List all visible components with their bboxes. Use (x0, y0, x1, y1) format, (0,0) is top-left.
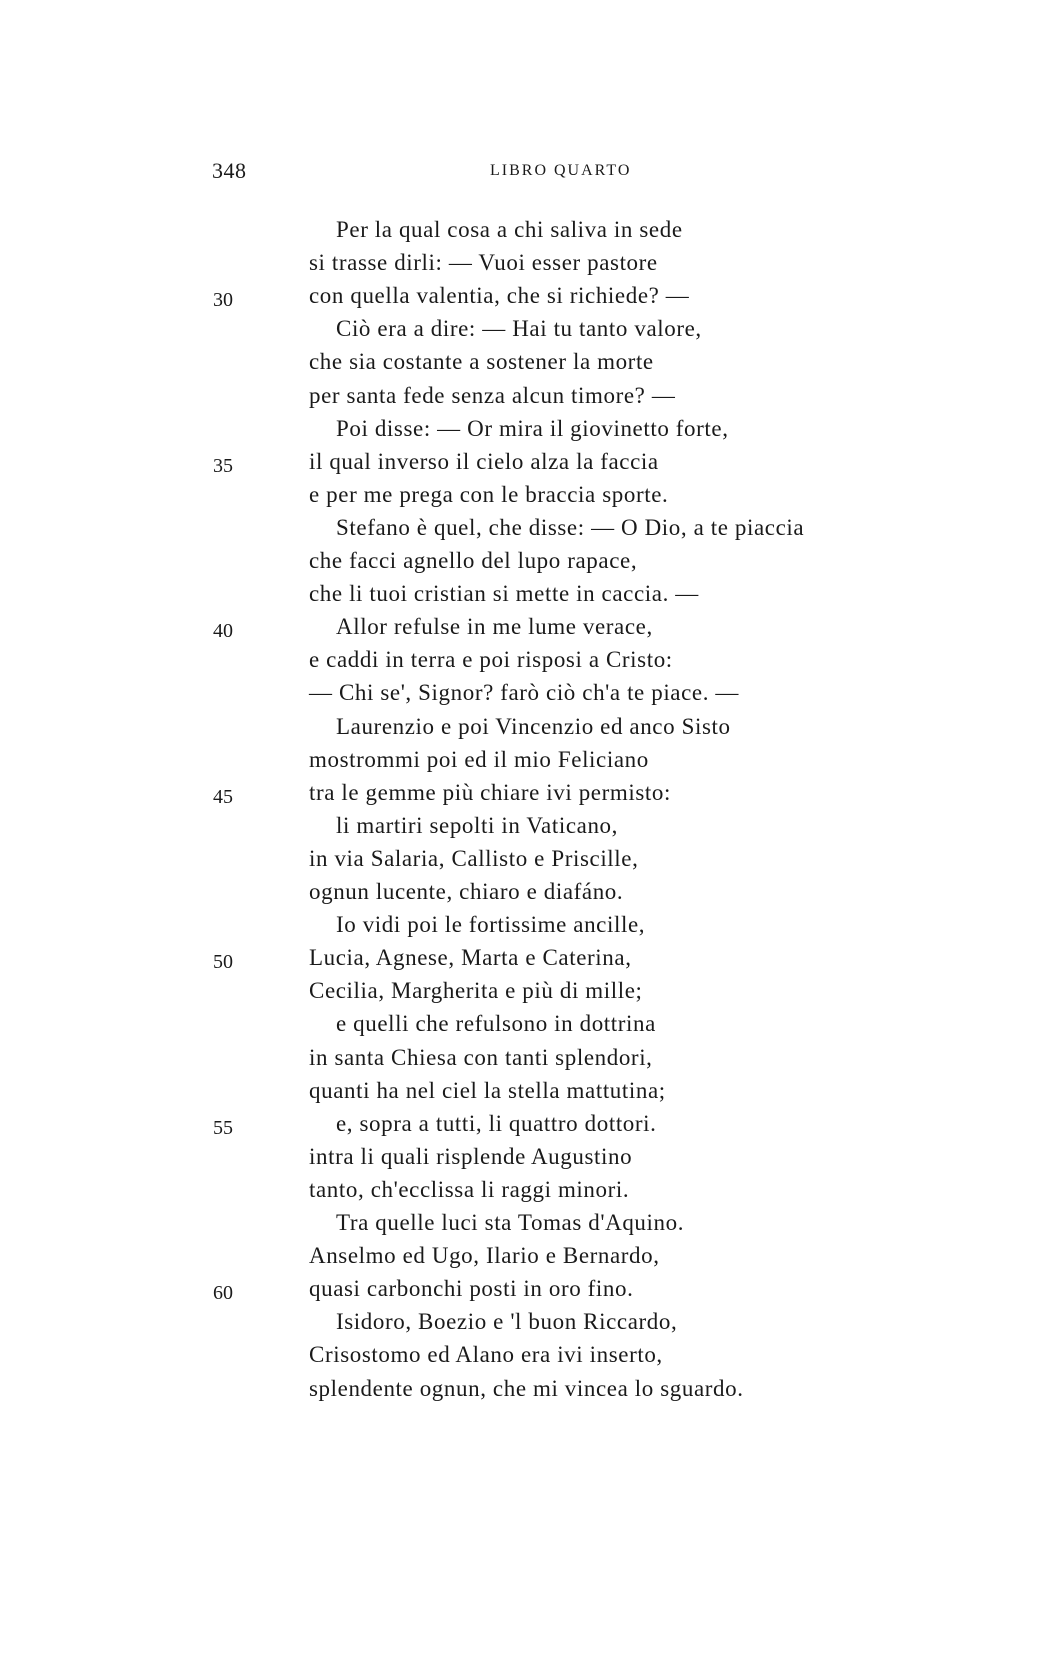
verse-line: splendente ognun, che mi vincea lo sguardo. (309, 1376, 744, 1401)
verse-line: Crisostomo ed Alano era ivi inserto, (309, 1342, 663, 1367)
verse-line: tanto, ch'ecclissa li raggi minori. (309, 1177, 630, 1202)
line-number: 60 (213, 1282, 233, 1304)
verse-line: Stefano è quel, che disse: — O Dio, a te piaccia (336, 515, 805, 540)
line-number: 35 (213, 455, 233, 477)
verse-line: il qual inverso il cielo alza la faccia (309, 449, 659, 474)
verse-line: Laurenzio e poi Vincenzio ed anco Sisto (336, 714, 731, 739)
verse-line: e, sopra a tutti, li quattro dottori. (336, 1111, 657, 1136)
verse-line: ognun lucente, chiaro e diafáno. (309, 879, 624, 904)
verse-line: Anselmo ed Ugo, Ilario e Bernardo, (309, 1243, 660, 1268)
verse-line: che li tuoi cristian si mette in caccia. — (309, 581, 699, 606)
line-number: 45 (213, 786, 233, 808)
verse-line: e quelli che refulsono in dottrina (336, 1011, 656, 1036)
verse-line: Poi disse: — Or mira il giovinetto forte, (336, 416, 729, 441)
verse-line: per santa fede senza alcun timore? — (309, 383, 676, 408)
running-title: LIBRO QUARTO (490, 162, 632, 179)
verse-line: tra le gemme più chiare ivi permisto: (309, 780, 671, 805)
line-number: 55 (213, 1117, 233, 1139)
verse-line: Cecilia, Margherita e più di mille; (309, 978, 643, 1003)
verse-line: Io vidi poi le fortissime ancille, (336, 912, 646, 937)
verse-line: Allor refulse in me lume verace, (336, 614, 653, 639)
verse-line: li martiri sepolti in Vaticano, (336, 813, 618, 838)
verse-line: si trasse dirli: — Vuoi esser pastore (309, 250, 658, 275)
verse-line: con quella valentia, che si richiede? — (309, 283, 690, 308)
page-number: 348 (212, 158, 247, 183)
verse-line: mostrommi poi ed il mio Feliciano (309, 747, 649, 772)
verse-line: e caddi in terra e poi risposi a Cristo: (309, 647, 673, 672)
verse-line: Ciò era a dire: — Hai tu tanto valore, (336, 316, 702, 341)
verse-line: Isidoro, Boezio e 'l buon Riccardo, (336, 1309, 678, 1334)
verse-line: in via Salaria, Callisto e Priscille, (309, 846, 639, 871)
verse-line: Tra quelle luci sta Tomas d'Aquino. (336, 1210, 685, 1235)
verse-line: quanti ha nel ciel la stella mattutina; (309, 1078, 666, 1103)
verse-line: intra li quali risplende Augustino (309, 1144, 633, 1169)
verse-line: Lucia, Agnese, Marta e Caterina, (309, 945, 632, 970)
verse-line: che facci agnello del lupo rapace, (309, 548, 638, 573)
verse-line: che sia costante a sostener la morte (309, 349, 654, 374)
verse-line: — Chi se', Signor? farò ciò ch'a te piace. — (309, 680, 740, 705)
verse-line: quasi carbonchi posti in oro fino. (309, 1276, 634, 1301)
line-number: 30 (213, 289, 233, 311)
verse-line: in santa Chiesa con tanti splendori, (309, 1045, 653, 1070)
verse-line: e per me prega con le braccia sporte. (309, 482, 669, 507)
line-number: 40 (213, 620, 233, 642)
verse-line: Per la qual cosa a chi saliva in sede (336, 217, 683, 242)
line-number: 50 (213, 951, 233, 973)
